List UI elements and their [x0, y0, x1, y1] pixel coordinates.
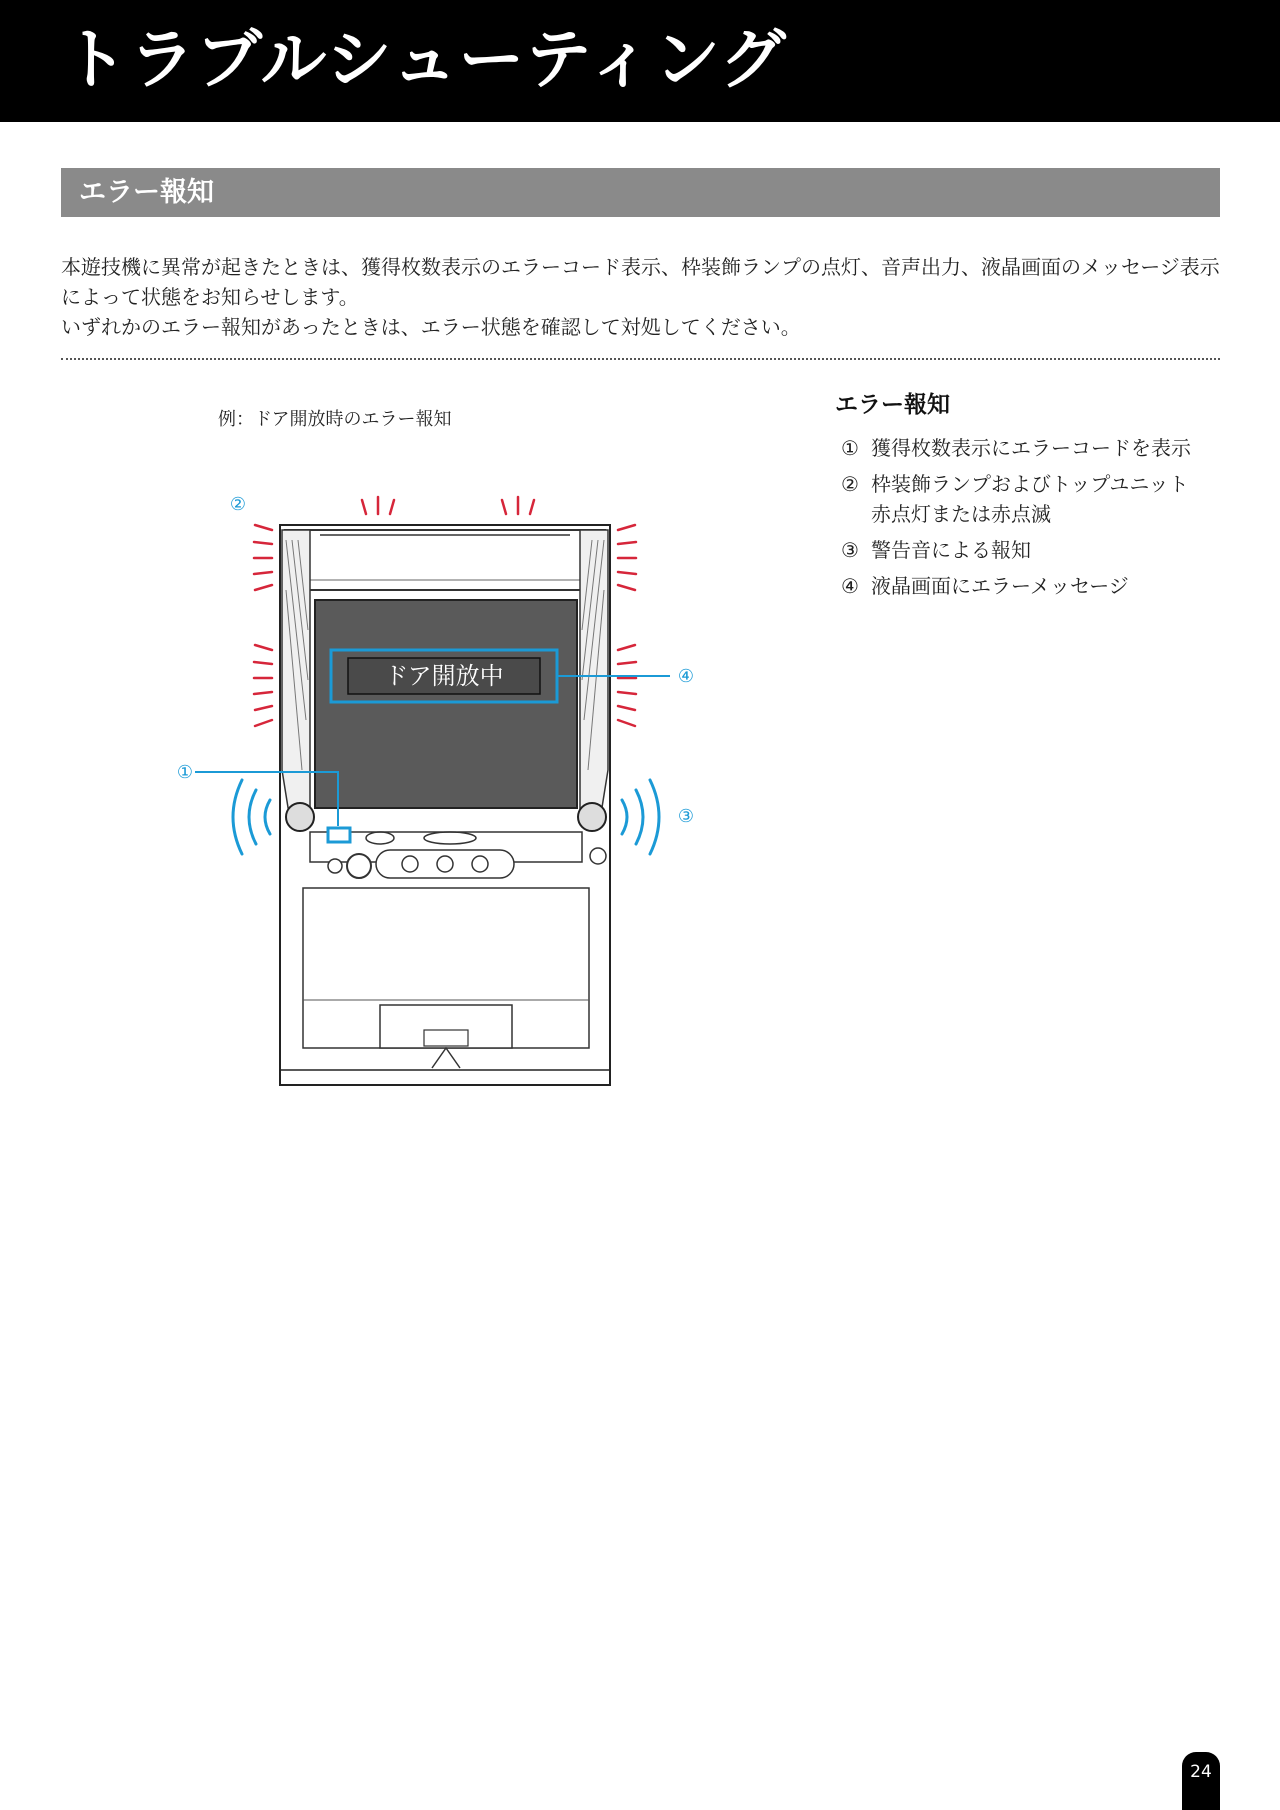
legend-text-continued: 赤点灯または赤点滅: [871, 502, 1051, 526]
legend-number: ①: [841, 436, 859, 460]
intro-text: [61, 252, 1221, 342]
section-title: エラー報知: [79, 177, 214, 208]
callout-1: ①: [176, 762, 194, 783]
legend-panel: [835, 386, 1225, 607]
dotted-divider: [61, 358, 1220, 360]
legend-text: 獲得枚数表示にエラーコードを表示: [871, 436, 1191, 460]
legend-number: ②: [841, 472, 859, 496]
callout-4: ④: [677, 666, 695, 687]
intro-line-2: いずれかのエラー報知があったときは、エラー状態を確認して対処してください。: [61, 315, 801, 339]
legend-item-4: [835, 571, 1225, 601]
legend-text: 警告音による報知: [871, 538, 1031, 562]
legend-title: エラー報知: [835, 392, 950, 418]
page-number-tab: [1182, 1752, 1220, 1810]
legend-number: ④: [841, 574, 859, 598]
slot-machine-diagram: [150, 470, 720, 1100]
callout-2: ②: [229, 494, 247, 515]
right-speaker: [578, 803, 606, 831]
legend-number: ③: [841, 538, 859, 562]
screen-message: ドア開放中: [384, 662, 504, 690]
lamp-flash-right: [618, 525, 636, 726]
lamp-flash-left: [254, 525, 272, 726]
legend-item-3: [835, 535, 1225, 565]
figure-caption: 例：ドア開放時のエラー報知: [218, 409, 452, 430]
lamp-flash-top: [362, 497, 534, 514]
lcd-screen: [315, 600, 577, 808]
header-band: [0, 0, 1280, 122]
callout-3: ③: [677, 806, 695, 827]
credit-display: [328, 828, 350, 842]
sound-wave-right: [622, 780, 659, 854]
legend-text: 液晶画面にエラーメッセージ: [871, 574, 1129, 598]
legend-text: 枠装飾ランプおよびトップユニット: [871, 472, 1189, 496]
intro-line-1: 本遊技機に異常が起きたときは、獲得枚数表示のエラーコード表示、枠装飾ランプの点灯、音声出力、液晶画面のメッセージ表示によって状態をお知らせします。: [61, 255, 1220, 309]
page-title: トラブルシューティング: [62, 21, 787, 98]
legend-item-2: [835, 469, 1225, 529]
section-heading-bar: [61, 168, 1220, 217]
left-speaker: [286, 803, 314, 831]
page-number: 24: [1190, 1762, 1212, 1782]
sound-wave-left: [233, 780, 270, 854]
top-unit: [285, 530, 605, 590]
legend-item-1: [835, 433, 1225, 463]
